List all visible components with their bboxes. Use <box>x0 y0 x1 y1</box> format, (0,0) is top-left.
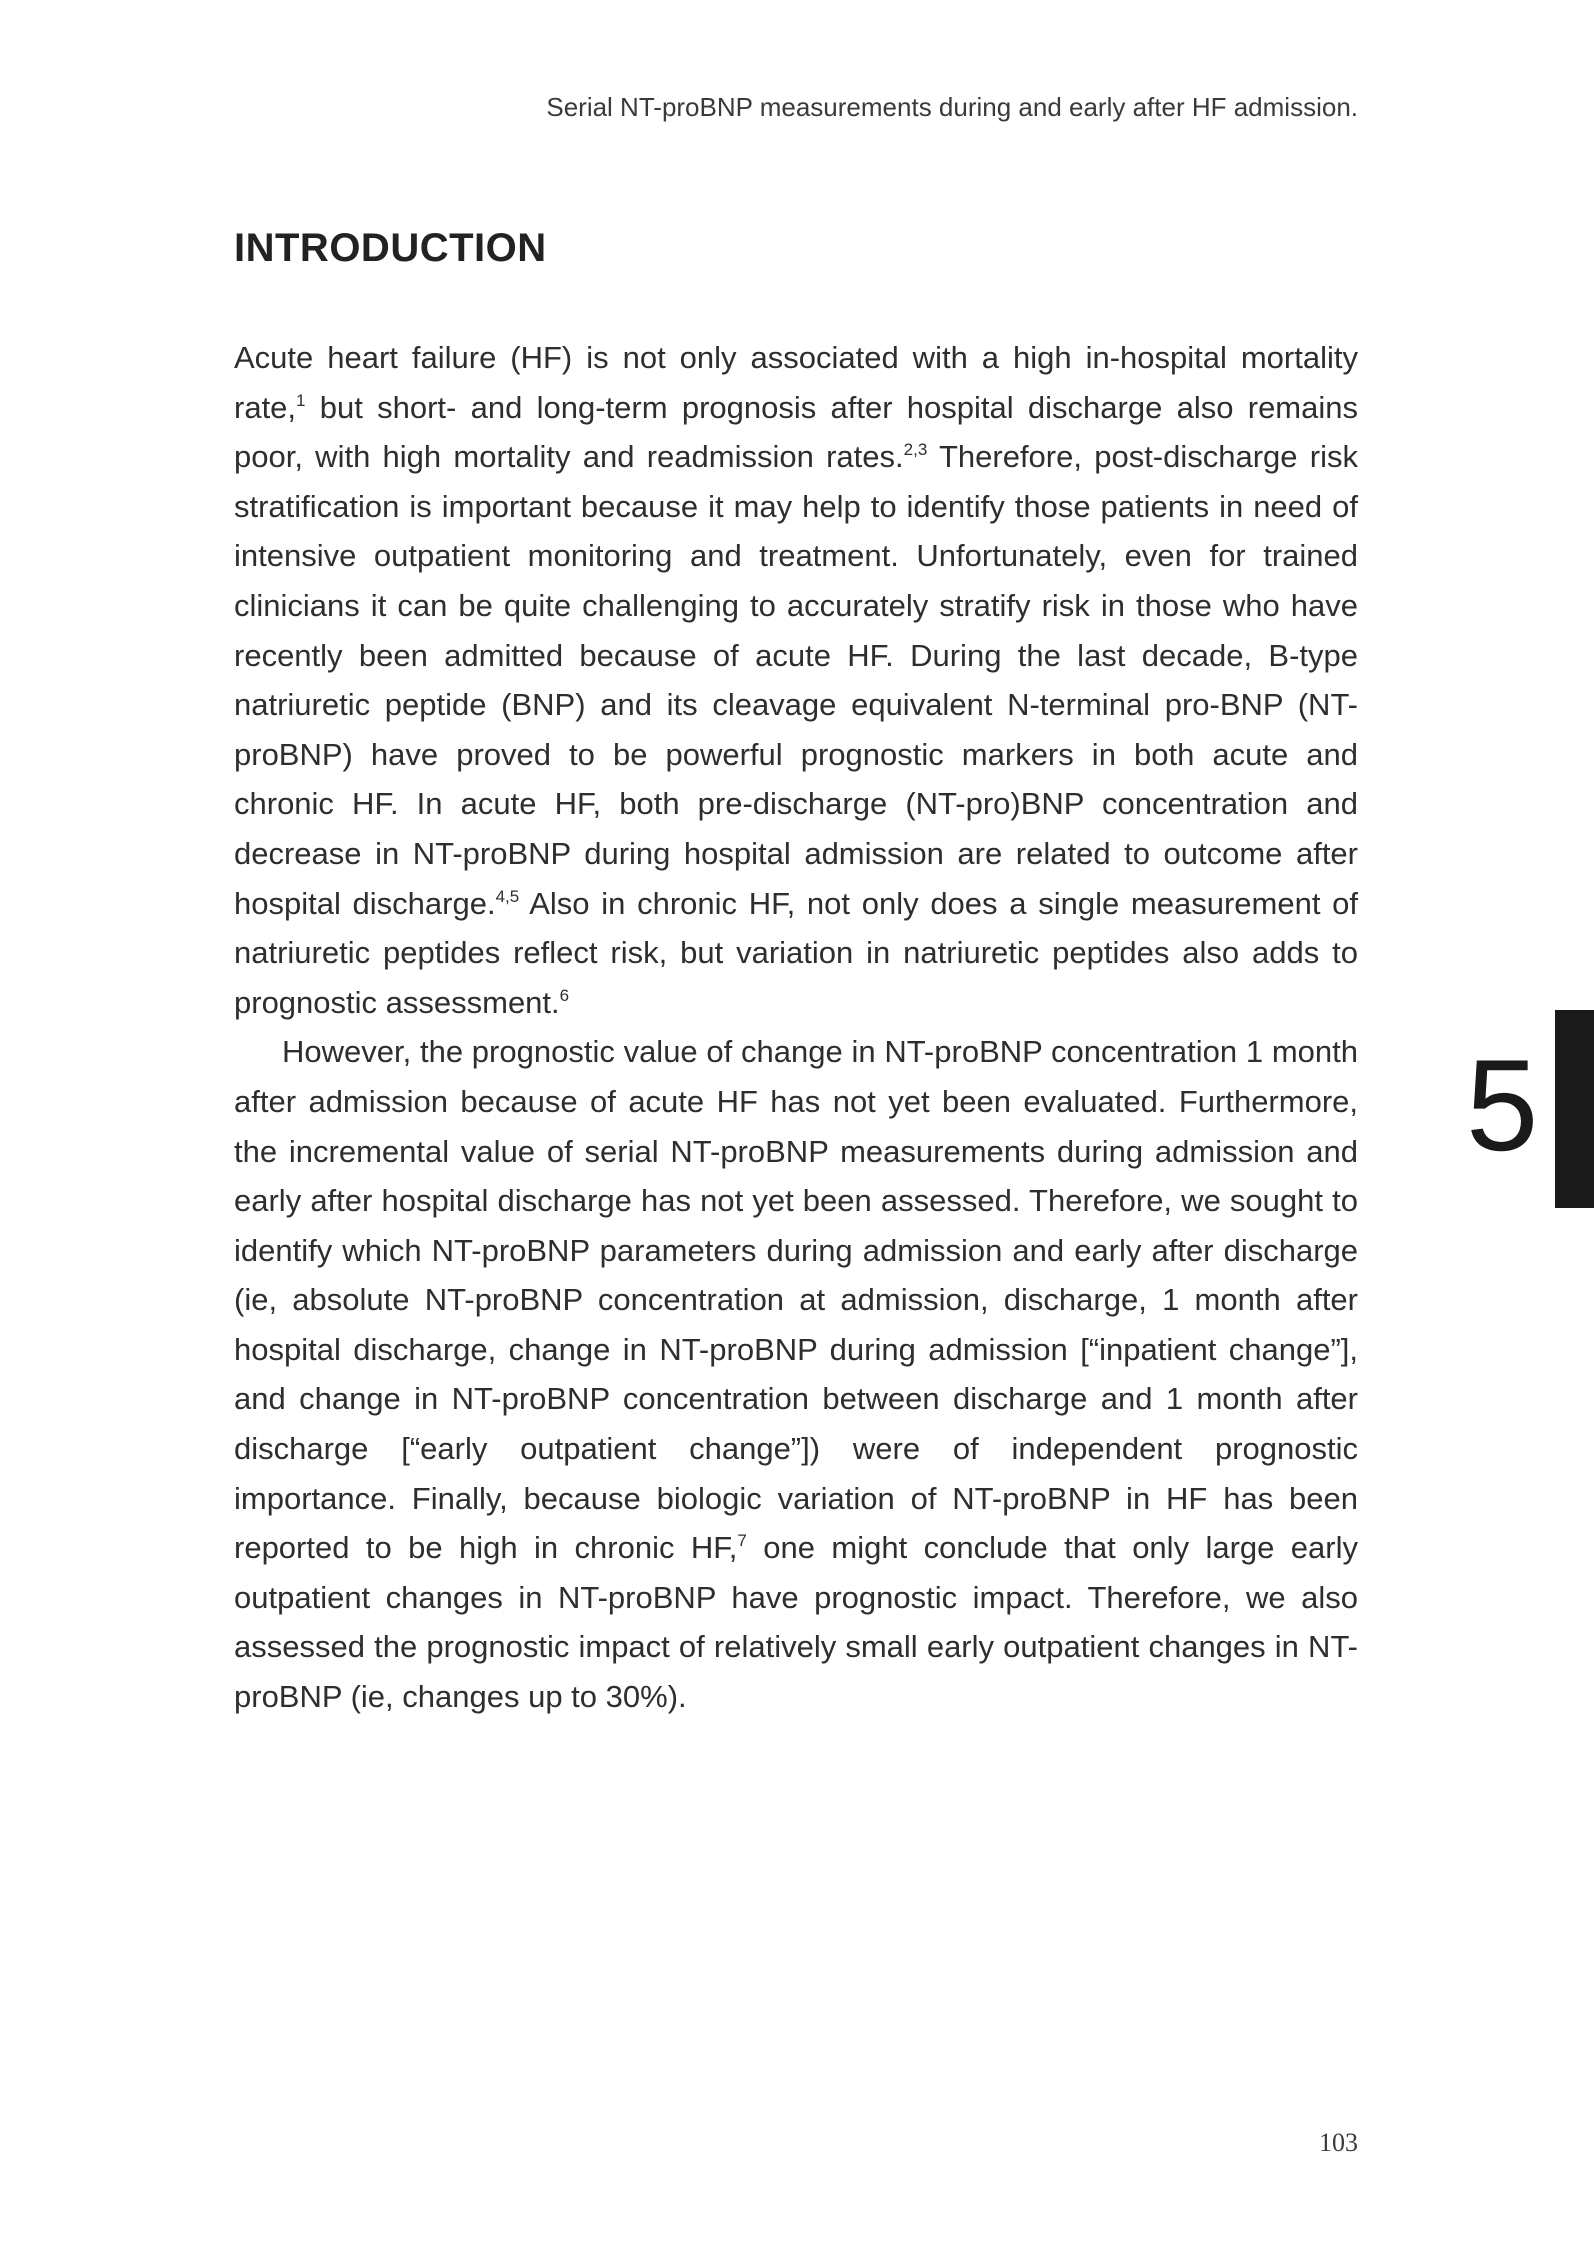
page-number: 103 <box>1319 2128 1358 2157</box>
citation-ref: 2,3 <box>903 440 928 460</box>
citation-ref: 4,5 <box>495 886 520 906</box>
chapter-number: 5 <box>1466 1032 1539 1178</box>
paragraph <box>234 333 1358 1027</box>
citation-ref: 6 <box>559 985 570 1005</box>
section-heading: INTRODUCTION <box>234 226 547 270</box>
citation-ref: 7 <box>737 1531 747 1551</box>
paragraph-text: However, the prognostic value of change in NT-proBNP concentration 1 month after admission because of acute HF has not yet been evaluated. Furthermore, the incremental value of serial NT-proBNP measurements during admission and early after hospital discharge has not yet been assessed. Therefore, we sought to identify which NT-proBNP parameters during admission and early after discharge (ie, absolute NT-proBNP concentration at admission, discharge, 1 month after hospital discharge, change in NT-proBNP during admission [“inpatient change”], and change in NT-proBNP concentration between discharge and 1 month after discharge [“early outpatient change”]) were of independent prognostic importance. Finally, because biologic variation of NT-proBNP in HF has been reported to be high in chronic HF, <box>234 1034 1358 1566</box>
running-header: Serial NT-proBNP measurements during and early after HF admission. <box>546 92 1358 122</box>
paragraph-text: one might conclude that only large early outpatient changes in NT-proBNP have prognostic impact. Therefore, we also assessed the prognostic impact of relatively small early outpatient changes in NT-proBNP (ie, changes up to 30%). <box>234 1530 1358 1715</box>
chapter-tab-marker <box>1555 1010 1594 1208</box>
paragraph-text: but short- and long-term prognosis after hospital discharge also remains poor, with high mortality and readmission rates. <box>234 389 1358 475</box>
paragraph-text: Acute heart failure (HF) is not only associated with a high in-hospital mortality rate, <box>234 340 1358 425</box>
paragraph-text: Also in chronic HF, not only does a single measurement of natriuretic peptides reflect risk, but variation in natriuretic peptides also adds to prognostic assessment. <box>234 885 1358 1020</box>
paragraph <box>234 1027 1358 1721</box>
body-text <box>234 333 1358 1722</box>
citation-ref: 1 <box>296 390 306 410</box>
paragraph-text: Therefore, post-discharge risk stratification is important because it may help to identify those patients in need of intensive outpatient monitoring and treatment. Unfortunately, even for trained clinicians it can be quite challenging to accurately stratify risk in those who have recently been admitted because of acute HF. During the last decade, B-type natriuretic peptide (BNP) and its cleavage equivalent N-terminal pro-BNP (NT-proBNP) have proved to be powerful prognostic markers in both acute and chronic HF. In acute HF, both pre-discharge (NT-pro)BNP concentration and decrease in NT-proBNP during hospital admission are related to outcome after hospital discharge. <box>234 439 1358 921</box>
